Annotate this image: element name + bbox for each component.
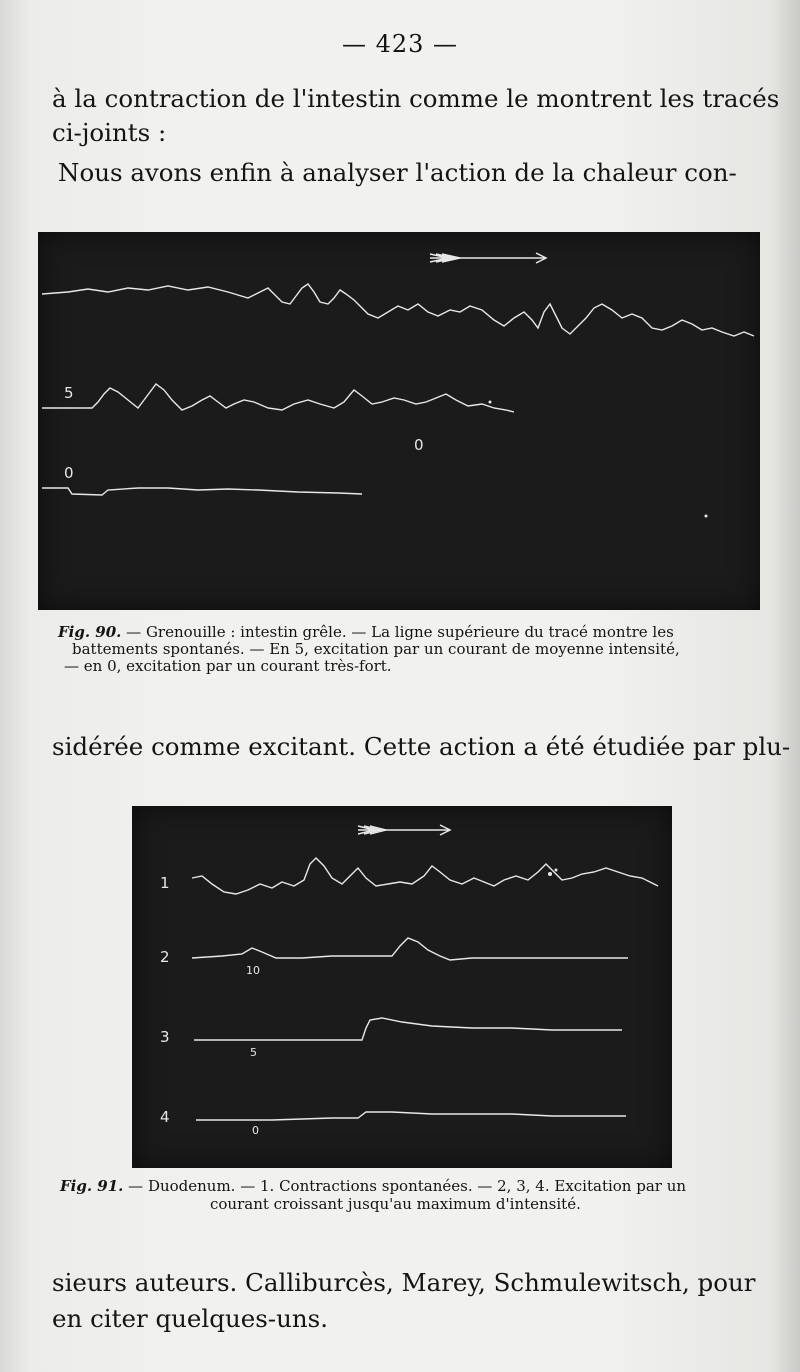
trace-label: 0	[252, 1124, 259, 1137]
paragraph-line: Nous avons enfin à analyser l'action de la chaleur con-	[58, 158, 737, 187]
caption-line: battements spontanés. — En 5, excitation par un courant de moyenne intensité,	[72, 640, 680, 658]
page-number: — 423 —	[341, 30, 459, 58]
trace-label: 2	[160, 948, 170, 966]
trace-label: 0	[414, 436, 424, 454]
trace-3	[194, 1018, 622, 1040]
caption-label: Fig. 90.	[58, 623, 122, 641]
paragraph-line: sieurs auteurs. Calliburcès, Marey, Schmulewitsch, pour	[52, 1268, 756, 1297]
figure-91-caption	[60, 1178, 686, 1195]
caption-line: — en 0, excitation par un courant très-fort.	[64, 657, 392, 675]
direction-arrow-icon	[358, 825, 450, 835]
figure-90-caption	[58, 624, 674, 641]
trace-label: 0	[64, 464, 74, 482]
trace-spontaneous	[42, 284, 754, 336]
trace-label: 1	[160, 874, 170, 892]
figure-91-traces	[132, 806, 672, 1168]
trace-4	[196, 1112, 626, 1120]
paragraph-line: en citer quelques-uns.	[52, 1304, 328, 1333]
paragraph-line: sidérée comme excitant. Cette action a été étudiée par plu-	[52, 732, 791, 761]
caption-line: — Duodenum. — 1. Contractions spontanées. — 2, 3, 4. Excitation par un	[128, 1177, 687, 1195]
caption-line: — Grenouille : intestin grêle. — La ligne supérieure du tracé montre les	[126, 623, 674, 641]
trace-label: 5	[250, 1046, 257, 1059]
trace-label: 4	[160, 1108, 170, 1126]
trace-2	[192, 938, 628, 960]
trace-5	[42, 384, 514, 412]
trace-label: 5	[64, 384, 74, 402]
paragraph-line: ci-joints :	[52, 118, 167, 147]
trace-label: 10	[246, 964, 260, 977]
trace-1	[192, 858, 658, 894]
caption-label: Fig. 91.	[60, 1177, 124, 1195]
trace-label: 3	[160, 1028, 170, 1046]
figure-90-plate	[38, 232, 760, 610]
figure-91-plate	[132, 806, 672, 1168]
caption-line: courant croissant jusqu'au maximum d'intensité.	[210, 1195, 581, 1213]
direction-arrow-icon	[430, 253, 546, 263]
paragraph-line: à la contraction de l'intestin comme le montrent les tracés	[52, 84, 780, 113]
figure-90-traces	[38, 232, 760, 610]
trace-0	[42, 488, 362, 495]
